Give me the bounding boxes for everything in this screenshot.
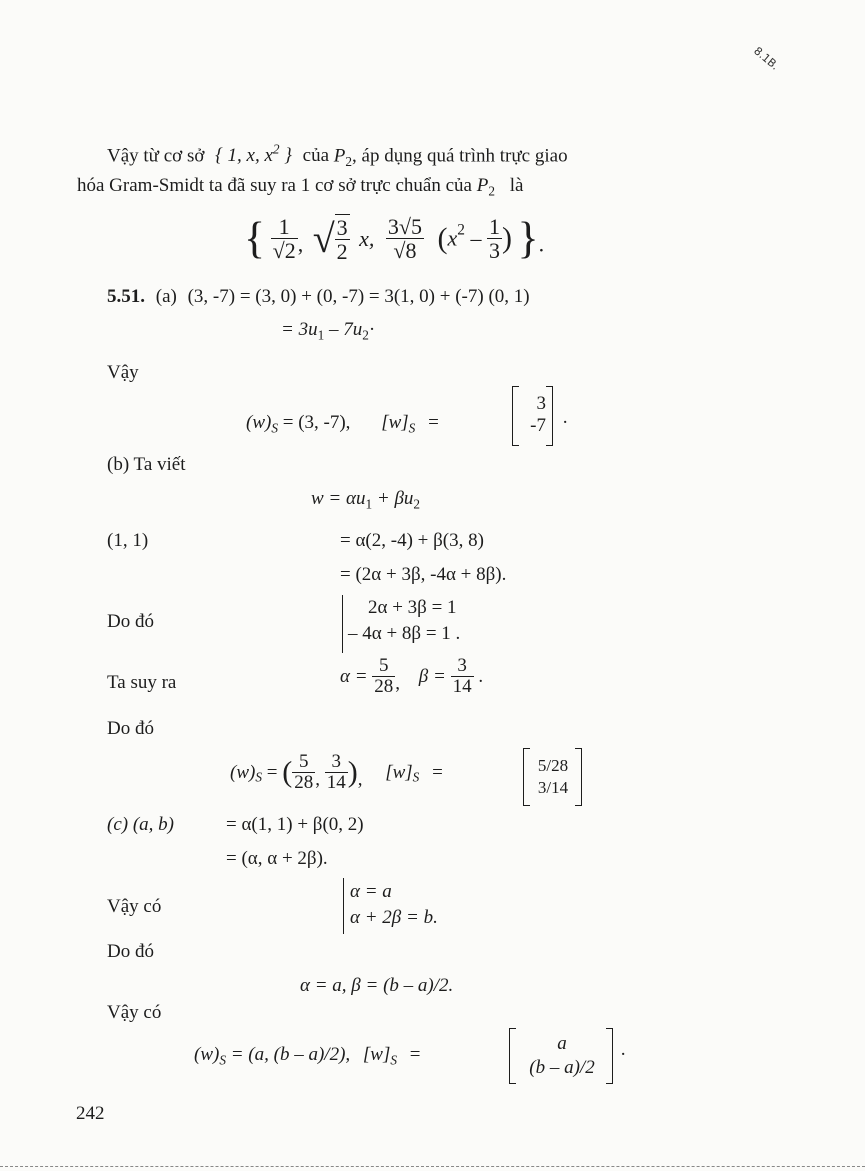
part-label: (a) bbox=[155, 286, 177, 307]
c-system-eq-1: α = a bbox=[350, 881, 392, 902]
superscript: 2 bbox=[457, 221, 465, 239]
coord-bracket: [w] bbox=[381, 412, 409, 433]
fraction-den: 3 bbox=[488, 238, 500, 264]
intro-text: hóa Gram-Smidt ta đã suy ra 1 cơ sở trực chuẩn của bbox=[77, 175, 472, 196]
fraction-den: 2 bbox=[336, 239, 348, 265]
paren: ( bbox=[437, 221, 448, 255]
subscript: 2 bbox=[413, 496, 421, 512]
system-eq-2: – 4α + 8β = 1 . bbox=[348, 623, 461, 644]
variable-x: x, bbox=[359, 225, 375, 251]
subscript: S bbox=[412, 769, 420, 785]
system-eq-1: 2α + 3β = 1 bbox=[368, 597, 457, 618]
fraction-den: 14 bbox=[452, 675, 472, 697]
problem-5-51-line-1 bbox=[107, 287, 530, 306]
subscript: 2 bbox=[488, 183, 495, 199]
intro-text: là bbox=[509, 175, 524, 196]
part-b-label: (b) Ta viết bbox=[107, 454, 186, 475]
c-result: α = a, β = (b – a)/2. bbox=[300, 975, 454, 996]
equation: – 7u bbox=[324, 319, 363, 340]
intro-text: , áp dụng quá trình trực giao bbox=[352, 145, 568, 167]
subscript: S bbox=[255, 769, 262, 785]
variable-x: x bbox=[447, 225, 458, 251]
coord-value: = (a, (b – a)/2), bbox=[225, 1044, 351, 1065]
superscript: 2 bbox=[272, 142, 280, 157]
alpha-beta-result: α = $\frac{5}{28}$ , β = $\frac{3}{14}$ . bbox=[340, 655, 484, 697]
fraction-num: 5 bbox=[372, 656, 395, 677]
vay-label: Vậy bbox=[107, 362, 139, 383]
part-c-label: (c) (a, b) bbox=[107, 814, 174, 835]
c-line-1: = α(1, 1) + β(0, 2) bbox=[226, 814, 364, 835]
c-system-eq-2: α + 2β = b. bbox=[350, 907, 438, 928]
equals: = bbox=[432, 761, 443, 783]
equals: = bbox=[409, 1044, 421, 1065]
subscript: S bbox=[219, 1052, 226, 1068]
vay-co-label: Vậy có bbox=[107, 896, 162, 917]
fraction-num: 5 bbox=[292, 752, 315, 773]
equation: (3, -7) = (3, 0) + (0, -7) = 3(1, 0) + (-7) (0, 1) bbox=[187, 286, 530, 307]
coord-paren: (w) bbox=[246, 412, 272, 433]
b-w-eq bbox=[311, 489, 420, 511]
fraction-num: 1 bbox=[488, 214, 500, 239]
matrix-b bbox=[530, 755, 576, 799]
paren: ) bbox=[501, 221, 512, 255]
fraction-den: 28 bbox=[294, 771, 314, 793]
fraction-den: √8 bbox=[393, 238, 417, 264]
b-line-2: = α(2, -4) + β(3, 8) bbox=[340, 530, 484, 551]
coord-value: = (3, -7), bbox=[277, 412, 351, 433]
coord-paren: (w) bbox=[230, 761, 256, 783]
intro-line-2 bbox=[77, 176, 523, 198]
equals: = bbox=[428, 412, 439, 433]
matrix-a bbox=[520, 393, 546, 437]
fraction-num: 3√5 bbox=[387, 214, 422, 239]
subscript: S bbox=[408, 420, 416, 436]
coordinates-b: $(w)_S$ = ( $\frac{5}{28}$ , $\frac{3}{14}$ ), $[w]_S$ = bbox=[230, 751, 443, 793]
fraction-num: 1 bbox=[271, 215, 298, 239]
c-line-2: = (α, α + 2β). bbox=[226, 848, 328, 869]
matrix-entry: a bbox=[557, 1033, 567, 1054]
fraction-den: 14 bbox=[326, 771, 346, 793]
fraction-num: 3 bbox=[325, 752, 348, 773]
intro-text: của bbox=[302, 145, 330, 167]
coord-bracket: [w] bbox=[362, 1044, 391, 1065]
equation: + βu bbox=[372, 488, 414, 509]
problem-label: 5.51. bbox=[107, 286, 145, 307]
coord-bracket: [w] bbox=[385, 761, 413, 783]
intro-line-1 bbox=[107, 143, 568, 168]
alpha-eq: α = bbox=[340, 665, 368, 687]
matrix-entry: 5/28 bbox=[537, 756, 569, 775]
matrix-entry: -7 bbox=[530, 415, 546, 436]
equation: w = αu bbox=[311, 488, 366, 509]
beta-eq: β = bbox=[418, 665, 446, 687]
subscript: 2 bbox=[345, 153, 353, 169]
ta-suy-ra-label: Ta suy ra bbox=[107, 672, 177, 693]
basis-formula: { $\frac{1}{√2}$ , √ $\frac{3}{2}$ x, $\frac{3√5}{√8}$ ($x^2$ – $\frac{1}{3}$ ) }. bbox=[244, 213, 545, 265]
do-do-label-3: Do đó bbox=[107, 941, 154, 962]
do-do-label: Do đó bbox=[107, 611, 154, 632]
fraction-den: 28 bbox=[374, 675, 394, 697]
minus: – bbox=[464, 225, 487, 251]
intro-text: Vậy từ cơ sở bbox=[107, 145, 205, 167]
subscript: 1 bbox=[317, 327, 325, 343]
b-line-3: = (2α + 3β, -4α + 8β). bbox=[340, 564, 507, 585]
page-number: 242 bbox=[76, 1103, 105, 1124]
equals: = bbox=[261, 761, 283, 783]
page-bottom-edge bbox=[0, 1166, 865, 1167]
matrix-entry: 3 bbox=[536, 393, 546, 414]
fraction-num: 3 bbox=[451, 656, 474, 677]
problem-5-51-line-2: = $3u_1 - 7u_2\cdot$ bbox=[281, 319, 376, 343]
matrix-entry: 3/14 bbox=[537, 778, 569, 797]
basis-set-close: } bbox=[279, 145, 292, 167]
b-vector: (1, 1) bbox=[107, 530, 149, 551]
coordinates-c bbox=[194, 1045, 421, 1067]
coord-paren: (w) bbox=[194, 1044, 220, 1065]
subscript: 1 bbox=[365, 496, 373, 512]
space-symbol: P bbox=[476, 175, 489, 196]
coordinates-a bbox=[246, 413, 439, 435]
vay-co-label-2: Vậy có bbox=[107, 1002, 162, 1023]
corner-stamp: 8.1B. bbox=[751, 44, 782, 73]
basis-set: { 1, x, x bbox=[215, 145, 273, 167]
matrix-entry: (b – a)/2 bbox=[529, 1057, 595, 1078]
subscript: 2 bbox=[362, 327, 369, 343]
fraction-num: 3 bbox=[336, 215, 348, 240]
matrix-c bbox=[514, 1032, 610, 1080]
fraction-den: √2 bbox=[272, 238, 296, 264]
space-symbol: P bbox=[333, 145, 346, 167]
subscript: S bbox=[390, 1052, 398, 1068]
do-do-label-2: Do đó bbox=[107, 718, 154, 739]
subscript: S bbox=[271, 420, 278, 436]
equation: = 3u bbox=[281, 319, 318, 340]
